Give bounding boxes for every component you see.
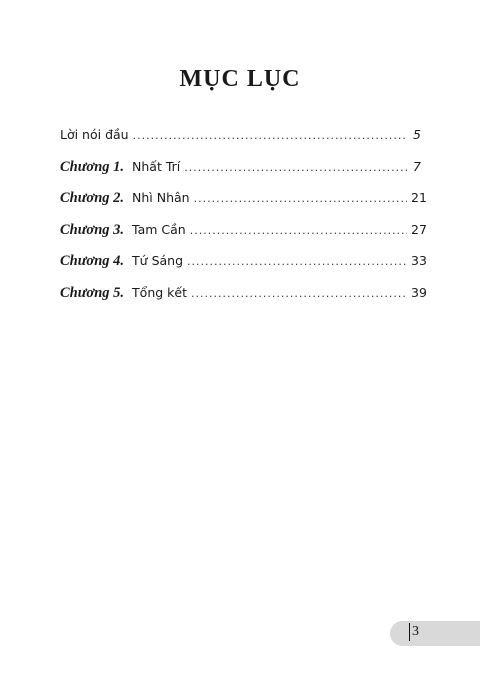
toc-entry-page: 5 (413, 127, 421, 142)
toc-entry-chapter-5[interactable] (60, 284, 427, 317)
toc-entry-label: Tổng kết (132, 284, 187, 300)
toc-entry-chapter: Chương 2. (60, 190, 125, 206)
toc-entry-label: Nhì Nhân (132, 190, 190, 205)
toc-entry-page: 33 (411, 253, 427, 268)
toc-entry-page: 21 (411, 190, 427, 205)
page-number-tab (390, 621, 480, 646)
dot-leader (190, 224, 407, 237)
toc-entry-chapter-1[interactable] (60, 159, 421, 191)
toc-entry-label: Nhất Trí (132, 158, 181, 174)
toc-entry-chapter: Chương 5. (60, 284, 125, 301)
toc-entry-label: Tứ Sáng (132, 253, 184, 268)
dot-leader (184, 161, 407, 174)
toc-entry-preface[interactable] (60, 127, 421, 159)
toc-entry-chapter: Chương 1. (60, 158, 125, 175)
page-title: MỤC LỤC (179, 66, 301, 92)
dot-leader (194, 192, 407, 205)
toc-entry-page: 39 (411, 284, 427, 300)
page-number: 3 (409, 623, 419, 641)
toc-entry-label: Tam Cần (132, 221, 186, 237)
toc-entry-chapter-4[interactable] (60, 253, 427, 285)
toc-entry-page: 27 (411, 221, 427, 237)
toc-entry-chapter: Chương 3. (60, 221, 125, 238)
dot-leader (133, 129, 407, 142)
toc-entry-label: Lời nói đầu (60, 127, 129, 142)
toc-entry-chapter-3[interactable] (60, 221, 427, 254)
dot-leader (191, 287, 407, 300)
toc-entry-chapter-2[interactable] (60, 190, 427, 222)
toc-entry-page: 7 (413, 158, 421, 174)
dot-leader (187, 255, 407, 268)
table-of-contents (60, 127, 427, 316)
toc-entry-chapter: Chương 4. (60, 253, 125, 269)
